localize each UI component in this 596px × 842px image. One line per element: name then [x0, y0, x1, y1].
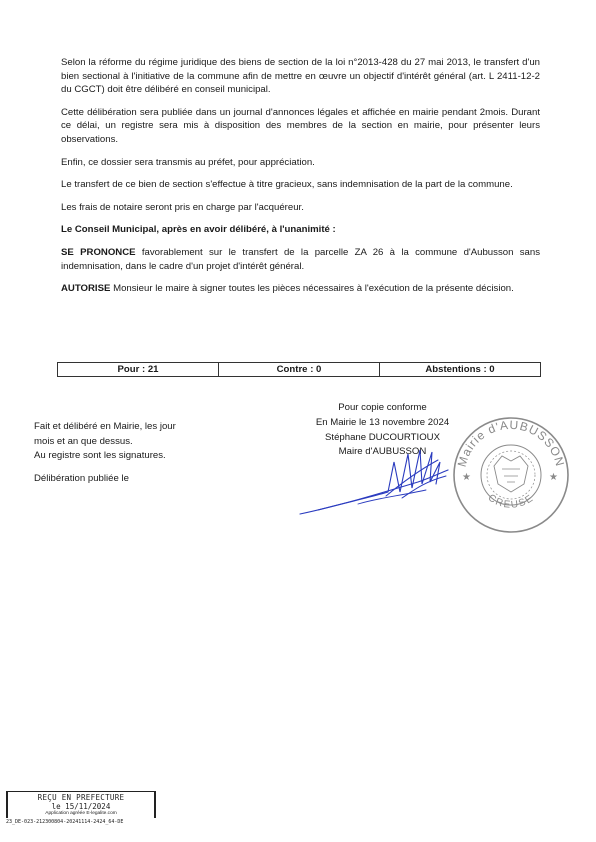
prefecture-receipt-stamp [6, 791, 156, 825]
paragraph-autorise [61, 282, 540, 296]
vote-pour: Pour : 21 [58, 363, 219, 376]
paragraph-reform: Selon la réforme du régime juridique des biens de section de la loi n°2013-428 du 27 mai 2013, le transfert d'un bien sectional à l'initiative de la commune afin de mettre en œuvre un objectif d'intérêt général (art. L 2411-12-2 du CGCT) doit être délibéré en conseil municipal. [61, 57, 540, 96]
certified-copy-line2: En Mairie le 13 novembre 2024 [315, 416, 450, 428]
council-decision-text: Le Conseil Municipal, après en avoir délibéré, à l'unanimité : [61, 224, 336, 236]
stamp-application-label: Application agréée E-legalite.com [45, 811, 117, 816]
deliberation-body [61, 56, 540, 305]
seal-top-text: Mairie d'AUBUSSON [454, 417, 568, 469]
certified-copy-line1: Pour copie conforme [338, 402, 427, 413]
se-prononce-keyword: SE PRONONCE [61, 246, 136, 258]
town-hall-seal-icon [450, 414, 572, 536]
stamp-frame [6, 791, 156, 818]
vote-contre: Contre : 0 [219, 363, 380, 376]
footer-left-line4: Délibération publiée le [34, 472, 129, 484]
svg-text:CREUSE [486, 493, 536, 511]
certified-copy-line4: Maire d'AUBUSSON [338, 446, 427, 458]
stamp-received-date: le 15/11/2024 [51, 802, 111, 811]
paragraph-publication: Cette délibération sera publiée dans un journal d'annonces légales et affichée en mairie pendant 2mois. Durant ce délai, un registre sera mis à disposition des membres de la section en mairie, pour présenter leurs observations. [61, 106, 540, 145]
autorise-keyword: AUTORISE [61, 283, 111, 295]
se-prononce-text: favorablement sur le transfert de la parcelle ZA 26 à la commune d'Aubusson sans indemnisation, dans le cadre d'un projet d'intérêt général. [61, 246, 540, 272]
footer-left-line1: Fait et délibéré en Mairie, les jour [34, 421, 176, 432]
seal-bottom-text: CREUSE [485, 492, 537, 511]
certified-copy-line3: Stéphane DUCOURTIOUX [325, 431, 440, 443]
paragraph-prefect: Enfin, ce dossier sera transmis au préfet, pour appréciation. [61, 156, 315, 168]
seal-star-left: ★ [462, 472, 471, 483]
stamp-reference-id: 23_DE-023-212300804-20241114-2424_64-DE [6, 819, 124, 825]
stamp-received-label: REÇU EN PREFECTURE [37, 793, 125, 802]
footer-left-line2: mois et an que dessus. [34, 435, 133, 447]
paragraph-council-decision [61, 223, 540, 237]
paragraph-free-transfer: Le transfert de ce bien de section s'effectue à titre gracieux, sans indemnisation de la part de la commune. [61, 179, 513, 191]
paragraph-notary-fees: Les frais de notaire seront pris en charge par l'acquéreur. [61, 201, 304, 213]
paragraph-se-prononce [61, 246, 540, 273]
vote-abstentions: Abstentions : 0 [425, 364, 495, 375]
seal-star-right: ★ [549, 472, 558, 483]
vote-table [57, 362, 541, 377]
deliberation-footer-left [34, 420, 234, 486]
mayor-signature-icon [298, 432, 458, 522]
footer-left-line3: Au registre sont les signatures. [34, 450, 166, 461]
autorise-text: Monsieur le maire à signer toutes les pièces nécessaires à l'exécution de la présente décision. [110, 283, 514, 295]
